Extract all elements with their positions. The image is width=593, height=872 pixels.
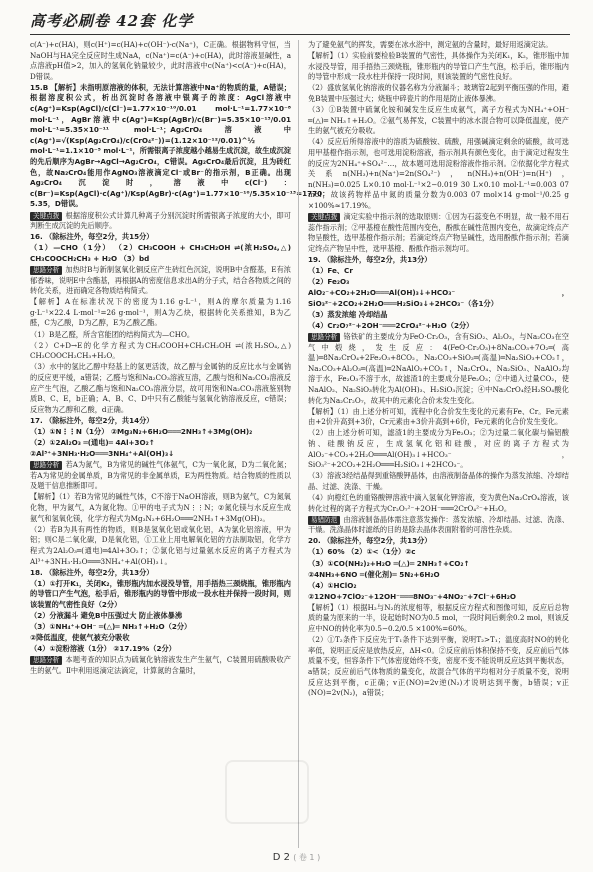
tip-tag: 易错防范 [308, 516, 340, 525]
tip-paragraph [30, 211, 291, 232]
question-header [30, 232, 291, 243]
answer-line: （1）①N⋮⋮N（1分） ②Mg₃N₂+6H₂O═══2NH₃↑+3Mg(OH)₂ [30, 426, 253, 436]
explanation-paragraph: 【解析】A在标准状况下的密度为1.16 g·L⁻¹，则A的摩尔质量为1.16 g·L⁻¹×22.4 L·mol⁻¹=26 g·mol⁻¹，则A为乙炔，根据转化关系推知，B为乙醛，C为乙酸，D为乙醇，E为乙酸乙酯。 [30, 297, 291, 328]
question-scoring: （除标注外，每空2分，共15分） [45, 232, 154, 242]
page-number: D 2 [272, 852, 291, 863]
question-header [30, 568, 291, 579]
page-sub-label: 卷 1 [298, 853, 315, 862]
answer-line: ②Al³⁺+3NH₃·H₂O═══3NH₄⁺+Al(OH)₃↓ [30, 449, 175, 459]
tip-tag: 思路分析 [30, 266, 62, 275]
explanation-paragraph: （2）由上述分析可知，滤渣1的主要成分为Fe₂O₃；②为过量二氧化碳与偏铝酸钠、硅酸钠反应，生成氢氧化铝和硅酸，对应的离子方程式为AlO₂⁻+CO₂+2H₂O═══Al(OH)₃↓+HCO₃⁻，SiO₃²⁻+2CO₂+2H₂O═══H₂SiO₃↓+2HCO₃⁻。 [308, 428, 569, 470]
question-scoring: （除标注外，每空2分，共13分） [323, 254, 432, 264]
answer-line: （2）①2Al₂O₃ ═(通电)═ 4Al+3O₂↑ [30, 437, 155, 447]
explanation-paragraph: （2）①T₂条件下反应先于T₁条件下达到平衡，说明T₂>T₁；温度高时NO的转化率低，说明正反应是放热反应，ΔH<0。②反应前后体积保持不变，反应前后气体质量不变，恒容条件下气体密度始终不变，密度不变不能说明反应达到平衡状态，a错误；反应前后气体物质的量变化，故混合气体的平均相对分子质量不变，说明反应达到平衡，c正确；v正(NO)=2v逆(N₂)才说明达到平衡，b错误；v正(NO)=2v(N₂)，a错误； [308, 635, 569, 698]
question-scoring: （除标注外，每空2分，共13分） [45, 567, 154, 577]
answer-line: （3）①NH₄⁺+OH⁻ ═(△)═ NH₃↑+H₂O（2分） [30, 622, 192, 632]
tip-text: 本题考查的知识点为硫氰化钠溶液发生产生氨气，C装置用硫酸吸收产生的氨气。Ⅱ中利用返滴定法滴定，计算氮的含量时， [30, 655, 291, 675]
answer-line: ②降低温度，使氨气被充分吸收 [30, 633, 130, 643]
answer-line: （1）①打开K₁，关闭K₂，锥形瓶内加水浸没导管，用手捂热三颈烧瓶，锥形瓶内的导管口产生气泡，松手后，锥形瓶内的导管中形成一段水柱并保持一段时间，则该装置的气密性良好（2分） [30, 578, 291, 609]
tip-tag: 关键点拨 [308, 213, 340, 222]
answer-line: （3）①CO(NH₂)₂+H₂O ═(△)═ 2NH₃↑+CO₂↑ [308, 558, 470, 568]
page-footer: D 2 ( 卷 1 ) [272, 852, 321, 863]
column-divider [298, 40, 299, 848]
explanation-paragraph: （2）若B为具有两性的物质，则B是氢氧化铝或氧化铝，A为氯化铝溶液，甲为铝；则C是二氧化碳，D是氧化铝，①工业上用电解氧化铝的方法制取铝，化学方程式为2Al₂O₃═(通电)═4Al+3O₂↑；②氯化铝与过量氨水反应的离子方程式为Al³⁺+3NH₃·H₂O═══3NH₄⁺+Al(OH)₃↓。 [30, 524, 291, 566]
answer-line: （4）①淀粉溶液（1分） ②17.19%（2分） [30, 644, 176, 654]
question-header [30, 82, 330, 210]
tip-tag: 思路分析 [308, 333, 340, 342]
tip-paragraph [30, 265, 291, 297]
tip-tag: 关键点拨 [30, 212, 62, 221]
explanation-paragraph: （3）水中的氢比乙醇中羟基上的氢更活泼，故乙醇与金属钠的反应比水与金属钠的反应更平缓，a错误；乙醛与饱和Na₂CO₃溶液互溶，乙酸与饱和Na₂CO₃溶液反应产生气泡，乙酸乙酯与饱和Na₂CO₃溶液分层，故可用饱和Na₂CO₃溶液鉴别物质B、C、E，b正确；A、B、C、D中只有乙酸能与氢氧化钠溶液反应，c错误；反应物为乙醇和乙酸，d正确。 [30, 362, 291, 414]
answer-line: ②4NH₃+6NO ═(催化剂)═ 5N₂+6H₂O [308, 569, 440, 579]
answer-line: （4）①HClO₂ [308, 580, 357, 590]
explanation-paragraph: 为了避免氨气的挥发，需要在冰水浴中，测定氨的含量时，最好用返滴定法。 [308, 40, 553, 49]
answer-line: ②12NO+7ClO₂⁻+12OH⁻═══8NO₃⁻+4NO₂⁻+7Cl⁻+6H₂O [308, 591, 516, 601]
explanation-paragraph: （2）盛放氢氧化钠溶液的仪器名称为分液漏斗；玻璃管2起到平衡压强的作用，避免B装置中压强过大；烧瓶中碎瓷片的作用是防止液体暴沸。 [308, 83, 569, 103]
tip-text: 由溶液制备晶体需注意蒸发操作：蒸发浓缩、冷却结晶、过滤、洗涤、干燥。洗涤晶体时滤纸的目的是除去晶体表面附着的可溶性杂质。 [308, 514, 569, 535]
answer-line: （2）Fe₂O₃ [308, 277, 350, 287]
answer-line: （1）Fe、Cr [308, 265, 353, 275]
question-number: 19. [308, 254, 321, 264]
answer-line: （3）蒸发浓缩 冷却结晶 [308, 309, 388, 319]
explanation-paragraph: 【解析】（1）根据H₂与N₂的浓度相等，根据反应方程式和图像可知，反应后总物质的量为原来的一半，设起始时NO为0.5 mol，一段时间后剩余0.2 mol，则该反应中NO的转化率为0.5−0.2/0.5 ×100%=60%。 [308, 602, 569, 634]
tip-paragraph [308, 212, 569, 254]
page-header [30, 10, 570, 36]
explanation-paragraph: 【解析】（1）实验前要检验B装置的气密性，具体操作为关闭K₁，K₂，锥形瓶中加水浸没导管，用手捂热三颈烧瓶，锥形瓶内的导管口产生气泡，松手后，锥形瓶内的导管中形成一段水柱并保持一段时间，则该装置的气密性良好。 [308, 51, 569, 82]
tip-text: 加热时B与新制氢氧化铜反应产生砖红色沉淀，说明B中含醛基，E有浓郁香味，说明E中含酯基，再根据A的密度信息求出A的分子式，结合各物质之间的转化关系，进而确定各物质结构简式。 [30, 264, 291, 296]
explanation-paragraph: （4）向橙红色的重铬酸钾溶液中滴入氢氧化钾溶液，变为黄色Na₂CrO₄溶液，该转化过程的离子方程式为Cr₂O₇²⁻+2OH⁻═══2CrO₄²⁻+H₂O。 [308, 492, 569, 513]
tip-paragraph [308, 515, 569, 536]
explanation-paragraph: （3）①B装置中硫氰化铵和碱发生反应生成氨气，离子方程式为NH₄⁺+OH⁻ ═(△)═ NH₃↑+H₂O。②氨气易挥发，C装置中的冰水混合物可以降低温度，使产生的氨气被充分吸收。 [308, 105, 569, 136]
answer-line: （4）Cr₂O₇²⁻+2OH⁻═══2CrO₄²⁻+H₂O（2分） [308, 320, 474, 330]
question-number: 18. [30, 567, 43, 577]
question-number: 16. [30, 232, 43, 242]
answer-line: （1）60% （2）①<（1分）②c [308, 547, 416, 557]
answer-line: （1）—CHO（1分） （2）CH₃COOH + CH₃CH₂OH ⇌(浓H₂SO₄,△) CH₃COOCH₂CH₃ + H₂O （3）bd [30, 243, 291, 263]
tip-tag: 思路分析 [30, 461, 62, 470]
question-scoring: （除标注外，每空2分，共13分） [323, 536, 432, 546]
book-title: 高考必刷卷 42套 化学 [30, 12, 194, 30]
tip-text: 若A为氮气，B为常见的碱性气体氨气，C为一氧化氮，D为二氧化氮；若A为常见的金属单质，B为常见的非金属单质，E为两性物质。结合物质的性质以及题干信息推断即可。 [30, 460, 291, 491]
tip-tag: 思路分析 [30, 656, 62, 665]
question-scoring: 【解析】未指明原溶液的体积，无法计算溶液中Na⁺的物质的量，A错误；根据溶度积公式，析出沉淀时各溶液中银离子的浓度：AgCl溶液中c(Ag⁺)=Ksp(AgCl)/c(Cl⁻)=1.77×10⁻¹⁰/0.01 mol·L⁻¹=1.77×10⁻⁸ mol·L⁻¹，AgBr溶液中c(Ag⁺)=Ksp(AgBr)/c(Br⁻)=5.35×10⁻¹³/0.01 mol·L⁻¹=5.35×10⁻¹¹ mol·L⁻¹；Ag₂CrO₄溶液中c(Ag⁺)=√(Ksp(Ag₂CrO₄)/c(CrO₄²⁻))=(1.12×10⁻¹²/0.01)^½ mol·L⁻¹=1.1×10⁻⁵ mol·L⁻¹，所需银离子浓度越小越易生成沉淀，故生成沉淀的先后顺序为AgBr→AgCl→Ag₂CrO₄，C错误。Ag₂CrO₄最后沉淀，且为砖红色，故Na₂CrO₄能用作AgNO₃溶液滴定Cl⁻或Br⁻的指示剂，B正确。出现Ag₂CrO₄沉淀时，溶液中c(Cl⁻)：c(Br⁻)=Ksp(AgCl)·c(Ag⁺)/Ksp(AgBr)·c(Ag⁺)=1.77×10⁻¹⁰/5.35×10⁻¹³=1770：5.35，D错误。 [30, 82, 330, 209]
question-header [30, 416, 291, 427]
tip-paragraph [308, 332, 569, 406]
question-header [308, 255, 569, 266]
explanation-paragraph: 【解析】（1）若B为常见的碱性气体，C不溶于NaOH溶液，则B为氨气，C为氮氧化物，甲为氮气，A为氮化物。①甲的电子式为N⋮⋮N；②氮化镁与水反应生成氨气和氢氧化镁，化学方程式为Mg₃N₂+6H₂O═══2NH₃↑+3Mg(OH)₂。 [30, 492, 291, 523]
header-rule [30, 34, 570, 35]
tip-text: 铬铁矿的主要成分为FeO·Cr₂O₃，含有SiO₂、Al₂O₃，与Na₂CO₃在空气中煅烧，发生反应：4(FeO·Cr₂O₃)+8Na₂CO₃+7O₂═(高温)═8Na₂CrO₄+2Fe₂O₃+8CO₂，Na₂CO₃+SiO₂═(高温)═Na₂SiO₃+CO₂↑，Na₂CO₃+Al₂O₃═(高温)═2NaAlO₂+CO₂↑，Na₂CrO₄、Na₂SiO₃、NaAlO₂均溶于水，Fe₂O₃不溶于水，故滤渣1的主要成分是Fe₂O₃；②中通入过量CO₂，使NaAlO₂、Na₂SiO₃转化为Al(OH)₃、H₂SiO₃沉淀；④中Na₂CrO₄经H₂SO₄酸化转化为Na₂Cr₂O₇，故其中的元素化合价未发生变化。 [308, 332, 569, 405]
answer-line: （2）分液漏斗 避免B中压强过大 防止液体暴沸 [30, 610, 183, 620]
tip-paragraph [30, 655, 291, 676]
question-number: 20. [308, 536, 321, 546]
explanation-paragraph: （2）C+D→E的化学方程式为CH₃COOH+CH₃CH₂OH ⇌(浓H₂SO₄,△) CH₃COOCH₂CH₃+H₂O。 [30, 340, 291, 361]
watermark-logo [225, 760, 309, 824]
question-number: 17. [30, 415, 43, 425]
question-header [308, 536, 569, 547]
question-scoring: （除标注外，每空2分，共14分） [45, 415, 154, 425]
tip-paragraph [30, 460, 291, 492]
tip-text: 滴定实验中指示剂的选取原则：①因为石蕊变色不明显，故一般不用石蕊作指示剂；②甲基橙在酸性范围内变色，酚酞在碱性范围内变色，故滴定终点产物呈酸性，选甲基橙作指示剂；若滴定终点产物呈碱性，选用酚酞作指示剂；若滴定终点产物呈中性，选甲基橙、酚酞作指示剂均可。 [308, 212, 569, 253]
answer-line: AlO₂⁻+CO₂+2H₂O═══Al(OH)₃↓+HCO₃⁻，SiO₃²⁻+2CO₂+2H₂O═══H₂SiO₃↓+2HCO₃⁻（各1分） [308, 288, 569, 308]
tip-text: 根据溶度积公式计算几种离子分别沉淀时所需银离子浓度的大小，即可判断生成沉淀的先后顺序。 [30, 210, 291, 231]
explanation-paragraph: c(A⁻)+c(HA)，则c(H⁺)=c(HA)+c(OH⁻)-c(Na⁺)，C正确。根据物料守恒，当NaOH与HA完全反应时生成NaA，c(Na⁺)=c(A⁻)+c(HA)，此时溶液显碱性，a点溶液pH值>2，加入的氢氧化钠量较少，此时溶液中c(Na⁺)<c(A⁻)+c(HA)，D错误。 [30, 40, 291, 81]
explanation-paragraph: （4）反应后所得溶液中的溶质为硫酸铵、硫酸，用强碱滴定剩余的硫酸，故可选用甲基橙作指示剂，也可选用淀粉溶液，指示剂具有颜色变化，由于滴定过程发生的反应为2NH₄⁺+SO₄²⁻…，故本题可选用淀粉溶液作指示剂。②依据化学方程式关系n(NH₃)+n(Na⁺)=2n(SO₄²⁻)，n(NH₃)+n(OH⁻)=n(H⁺)，n(NH₃)=0.025 L×0.10 mol·L⁻¹×2−0.019 30 L×0.10 mol·L⁻¹=0.003 07 mol，故该药物样品中氮的质量分数为0.003 07 mol×14 g·mol⁻¹/0.25 g ×100%≈17.19%。 [308, 137, 569, 210]
explanation-paragraph: （3）溶液3经结晶得到重铬酸钾晶体，由溶液制备晶体的操作为蒸发浓缩、冷却结晶、过滤、洗涤、干燥。 [308, 471, 569, 491]
explanation-paragraph: 【解析】（1）由上述分析可知，流程中化合价发生变化的元素有Fe、Cr。Fe元素由+2价升高到+3价，Cr元素由+3价升高到+6价，Fe元素的化合价发生变化。 [308, 406, 569, 427]
question-number: 15.B [30, 82, 49, 92]
explanation-paragraph: （1）B是乙醛，所含官能团的结构简式为—CHO。 [30, 329, 195, 339]
right-column [308, 40, 569, 848]
